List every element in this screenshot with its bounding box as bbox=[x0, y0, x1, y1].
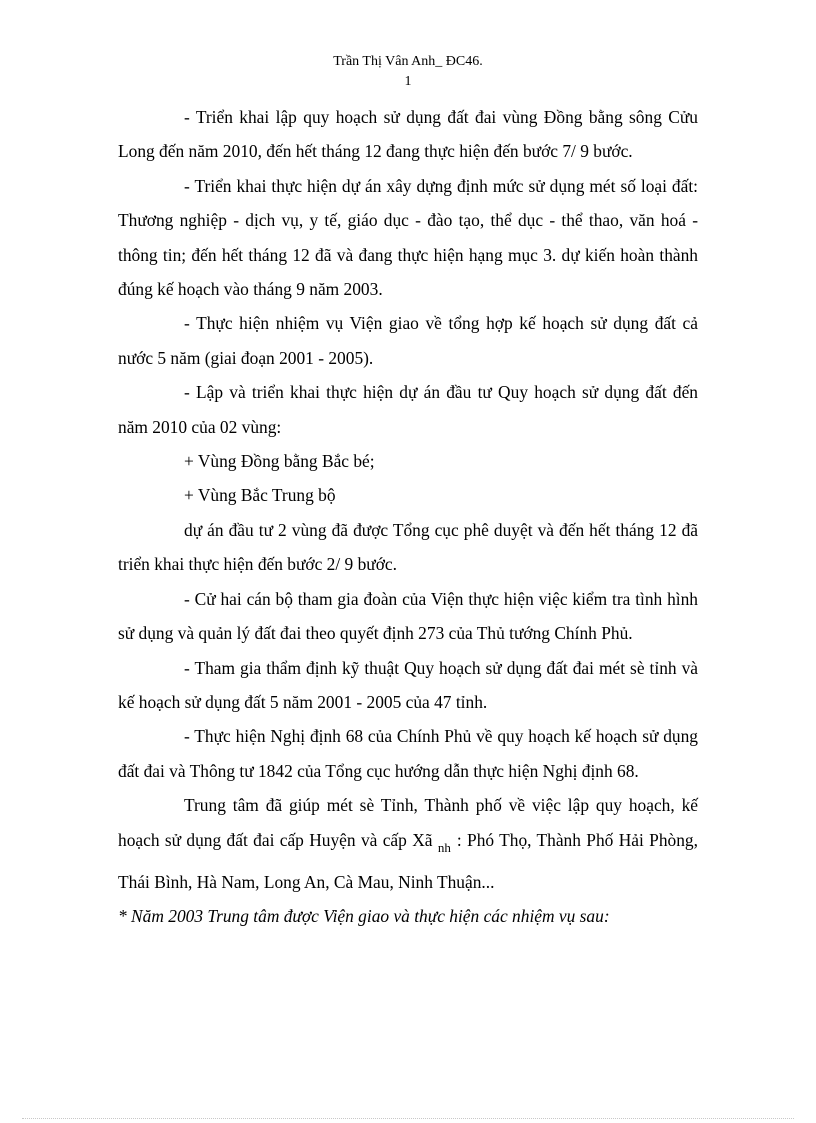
page-number: 1 bbox=[404, 74, 412, 89]
paragraph-4: - Lập và triển khai thực hiện dự án đầu tư Quy hoạch sử dụng đất đến năm 2010 của 02 vùng: bbox=[118, 382, 698, 437]
paragraph-9-part-a: Trung tâm đã giúp mét sè Tỉnh, Thành phố về việc lập quy hoạch, kế hoạch sử dụng đất đai cấp Huyện và cấp Xã bbox=[118, 795, 698, 850]
document-body bbox=[118, 100, 698, 934]
paragraph-9-part-b: : Phó Thọ, Thành Phố Hải Phòng, Thái Bình, Hà Nam, Long An, Cà Mau, Ninh Thuận... bbox=[118, 829, 698, 892]
paragraph-3: - Thực hiện nhiệm vụ Viện giao về tổng hợp kế hoạch sử dụng đất cả nước 5 năm (giai đoạn 2001 - 2005). bbox=[118, 313, 698, 368]
section-intro-2003: * Năm 2003 Trung tâm được Viện giao và thực hiện các nhiệm vụ sau: bbox=[118, 906, 610, 927]
paragraph-8: - Thực hiện Nghị định 68 của Chính Phủ về quy hoạch kế hoạch sử dụng đất đai và Thông tư 1842 của Tổng cục hướng dẫn thực hiện Nghị định 68. bbox=[118, 726, 698, 781]
page-bottom-divider bbox=[22, 1118, 794, 1119]
list-item-region-2: + Vùng Bắc Trung bộ bbox=[184, 485, 336, 506]
paragraph-1: - Triển khai lập quy hoạch sử dụng đất đai vùng Đồng bằng sông Cửu Long đến năm 2010, đến hết tháng 12 đang thực hiện đến bước 7/ 9 bước. bbox=[118, 107, 698, 162]
list-item-region-1: + Vùng Đồng bằng Bắc bé; bbox=[184, 451, 375, 472]
paragraph-2: - Triển khai thực hiện dự án xây dựng định mức sử dụng mét số loại đất: Thương nghiệp - dịch vụ, y tế, giáo dục - đào tạo, thể dục - thể thao, văn hoá - thông tin; đến hết tháng 12 đã và đang thực hiện hạng mục 3. dự kiến hoàn thành đúng kế hoạch vào tháng 9 năm 2003. bbox=[118, 175, 698, 300]
header-author: Trần Thị Vân Anh_ ĐC46. bbox=[333, 54, 483, 69]
paragraph-5: dự án đầu tư 2 vùng đã được Tổng cục phê duyệt và đến hết tháng 12 đã triển khai thực hiện đến bước 2/ 9 bước. bbox=[118, 519, 698, 575]
paragraph-7: - Tham gia thẩm định kỹ thuật Quy hoạch sử dụng đất đai mét sè tỉnh và kế hoạch sử dụng đất 5 năm 2001 - 2005 của 47 tỉnh. bbox=[118, 657, 698, 712]
paragraph-9-subscript: nh bbox=[437, 839, 451, 855]
paragraph-9 bbox=[118, 788, 698, 899]
paragraph-6: - Cử hai cán bộ tham gia đoàn của Viện thực hiện việc kiểm tra tình hình sử dụng và quản lý đất đai theo quyết định 273 của Thủ tướng Chính Phủ. bbox=[118, 588, 698, 644]
